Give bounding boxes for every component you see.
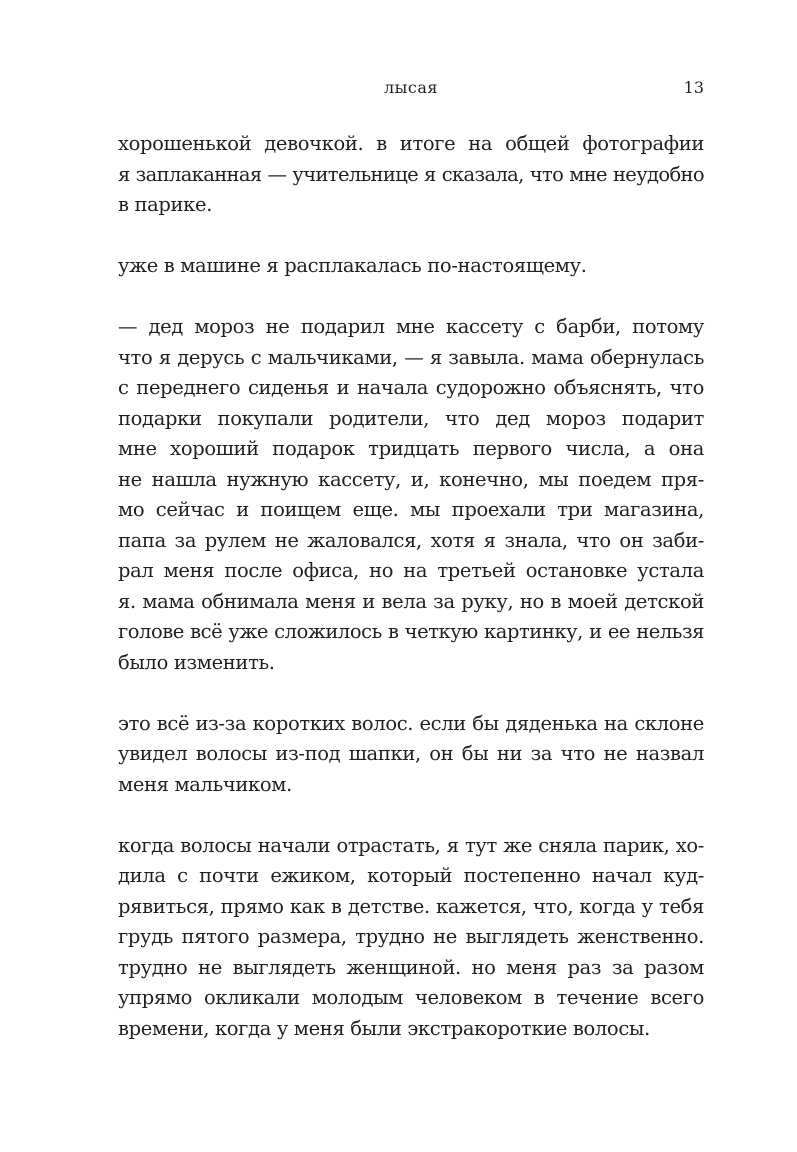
text-line: трудно не выглядеть женщиной. но меня раз за разом <box>118 955 704 979</box>
text-line: упрямо окликали молодым человеком в течение всего <box>118 986 704 1009</box>
text-line: — дед мороз не подарил мне кассету с барби, потому <box>118 315 704 338</box>
text-line: мо сейчас и поищем еще. мы проехали три магазина, <box>118 498 704 521</box>
text-line: мне хороший подарок тридцать первого числа, а она <box>118 437 704 460</box>
text-line: времени, когда у меня были экстракороткие волосы. <box>118 1016 650 1040</box>
paragraph-gap <box>118 678 704 709</box>
running-title: лысая <box>384 78 438 97</box>
text-line: я. мама обнимала меня и вела за руку, но в моей детской <box>118 589 704 613</box>
page-header <box>118 76 704 100</box>
text-line: голове всё уже сложилось в четкую картинку, и ее нельзя <box>118 620 704 643</box>
text-line: в парике. <box>118 193 213 216</box>
text-line: это всё из-за коротких волос. если бы дяденька на склоне <box>118 711 704 735</box>
text-line: увидел волосы из-под шапки, он бы ни за что не назвал <box>118 742 704 765</box>
text-line: дила с почти ежиком, который постепенно начал куд- <box>118 864 704 887</box>
text-line: что я дерусь с мальчиками, — я завыла. мама обернулась <box>118 345 704 369</box>
paragraph <box>118 831 704 1045</box>
text-line: хорошенькой девочкой. в итоге на общей фотографии <box>118 132 704 155</box>
paragraph <box>118 129 704 221</box>
page-number: 13 <box>683 78 704 97</box>
text-line: когда волосы начали отрастать, я тут же сняла парик, хо- <box>118 833 704 857</box>
paragraph <box>118 709 704 801</box>
text-line: уже в машине я расплакалась по-настоящему. <box>118 254 587 277</box>
text-line: подарки покупали родители, что дед мороз подарит <box>118 406 704 430</box>
text-line: рал меня после офиса, но на третьей остановке устала <box>118 559 704 582</box>
paragraph <box>118 312 704 678</box>
text-line: грудь пятого размера, трудно не выглядеть женственно. <box>118 925 704 948</box>
text-line: с переднего сиденья и начала судорожно объяснять, что <box>118 376 704 399</box>
body-text <box>118 129 704 1044</box>
text-line: я заплаканная — учительнице я сказала, что мне неудобно <box>118 162 704 186</box>
paragraph-gap <box>118 282 704 313</box>
paragraph-gap <box>118 221 704 252</box>
text-line: не нашла нужную кассету, и, конечно, мы поедем пря- <box>118 467 704 491</box>
text-line: было изменить. <box>118 650 275 674</box>
paragraph <box>118 251 704 282</box>
paragraph-gap <box>118 800 704 831</box>
text-line: папа за рулем не жаловался, хотя я знала, что он заби- <box>118 528 704 552</box>
text-line: рявиться, прямо как в детстве. кажется, что, когда у тебя <box>118 894 704 918</box>
text-line: меня мальчиком. <box>118 772 292 796</box>
